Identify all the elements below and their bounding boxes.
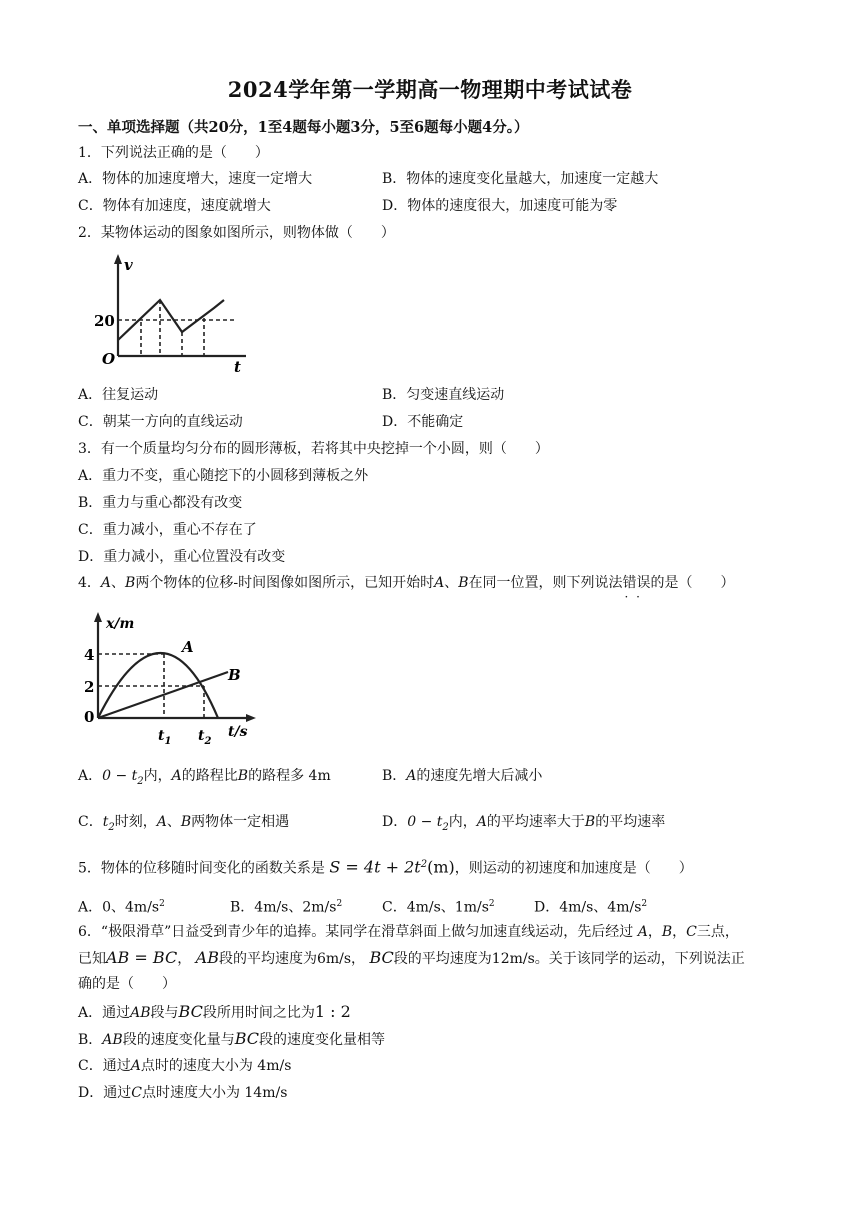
q4-var-a: A [100, 575, 112, 591]
q4-var-b2: B [458, 575, 469, 591]
q6-stem-line3: 确的是（ ） [78, 976, 176, 992]
q5-stem: 5．物体的位移随时间变化的函数关系是 $S = 4t + 2t^2(m)$，则运动的初速度和加速度是（ ） [78, 857, 693, 877]
q2-origin-label: O [102, 350, 116, 368]
q4-tick-2: 2 [84, 678, 95, 696]
q3-option-b: B．重力与重心都没有改变 [78, 495, 243, 511]
q2-velocity-time-graph [94, 250, 258, 376]
q4-axis-t-label: t/s [228, 724, 248, 740]
q4-emphasis-word: 错误 · · [623, 575, 651, 591]
q4-option-c: C．$t_2$时刻，A、B两物体一定相遇 [78, 814, 290, 833]
q6-option-b: B．AB段的速度变化量与BC段的速度变化量相等 [78, 1029, 385, 1048]
q4-origin-label: 0 [84, 708, 95, 726]
q4-t1-label: $t_1$ [158, 728, 172, 747]
q6-option-d: D．通过C点时速度大小为 14m/s [78, 1085, 288, 1101]
q6-stem-line2: 已知AB = BC， AB段的平均速度为6m/s， BC段的平均速度为12m/s。关于该同学的运动，下列说法正 [78, 948, 745, 967]
q2-option-b: B．匀变速直线运动 [382, 387, 505, 403]
q2-option-a: A．往复运动 [78, 387, 159, 403]
q2-stem: 2．某物体运动的图象如图所示，则物体做（ ） [78, 225, 395, 241]
q4-var-b: B [125, 575, 136, 591]
q3-option-c: C．重力减小，重心不存在了 [78, 522, 257, 538]
q2-option-d: D．不能确定 [382, 414, 464, 430]
section-heading: 一、单项选择题（共20分，1至4题每小题3分，5至6题每小题4分。） [78, 119, 529, 136]
q6-option-a: A．通过AB段与BC段所用时间之比为1 : 2 [78, 1002, 351, 1021]
q5-option-b: B．4m/s、$2m/s^2$ [230, 899, 343, 916]
q4-var-a2: A [434, 575, 445, 591]
q1-option-c: C．物体有加速度，速度就增大 [78, 198, 271, 214]
q4-option-a: A．$0 - t_2$内，A的路程比B的路程多 4m [78, 768, 331, 787]
page-title: 2024学年第一学期高一物理期中考试试卷 [227, 77, 633, 102]
q4-number: 4． [78, 575, 101, 591]
q4-tick-4: 4 [84, 646, 95, 664]
q4-axis-x-label: x/m [106, 616, 135, 632]
q3-option-d: D．重力减小，重心位置没有改变 [78, 549, 286, 565]
q3-option-a: A．重力不变，重心随挖下的小圆移到薄板之外 [78, 468, 369, 484]
q2-axis-t-label: t [234, 358, 241, 376]
q5-formula: S = 4t + 2t [329, 857, 421, 877]
q4-sep: 、 [111, 575, 126, 591]
q5-option-a: A．0、$4m/s^2$ [78, 899, 165, 916]
q4-curve-a-label: A [182, 638, 194, 656]
q1-option-a: A．物体的加速度增大，速度一定增大 [78, 171, 313, 187]
q4-stem-mid2: 在同一位置，则下列说法 [468, 575, 623, 591]
q4-t2-label: $t_2$ [198, 728, 212, 747]
q1-option-d: D．物体的速度很大，加速度可能为零 [382, 198, 618, 214]
q2-option-c: C．朝某一方向的直线运动 [78, 414, 243, 430]
q1-option-b: B．物体的速度变化量越大，加速度一定越大 [382, 171, 659, 187]
q5-option-c: C．4m/s、$1m/s^2$ [382, 899, 495, 916]
q4-option-b: B．A的速度先增大后减小 [382, 768, 543, 784]
q4-stem-end: 的是（ ） [650, 575, 735, 591]
q4-option-d: D．$0 - t_2$内，A的平均速率大于B的平均速率 [382, 814, 666, 833]
q1-stem: 1．下列说法正确的是（ ） [78, 145, 269, 161]
q6-stem-line1: 6．“极限滑草”日益受到青少年的追捧。某同学在滑草斜面上做匀加速直线运动，先后经过 A，B，C三点， [78, 924, 739, 940]
q2-axis-v-label: v [124, 256, 133, 274]
q4-displacement-time-graph [78, 608, 268, 748]
q5-option-d: D．4m/s、$4m/s^2$ [534, 899, 648, 916]
q4-sep2: 、 [444, 575, 459, 591]
q3-stem: 3．有一个质量均匀分布的圆形薄板，若将其中央挖掉一个小圆，则（ ） [78, 441, 549, 457]
q4-line-b-label: B [228, 666, 241, 684]
q4-stem [78, 573, 735, 593]
q4-stem-mid: 两个物体的位移-时间图像如图所示，已知开始时 [135, 575, 435, 591]
q2-tick-20: 20 [94, 312, 115, 330]
q6-option-c: C．通过A点时的速度大小为 4m/s [78, 1058, 292, 1074]
